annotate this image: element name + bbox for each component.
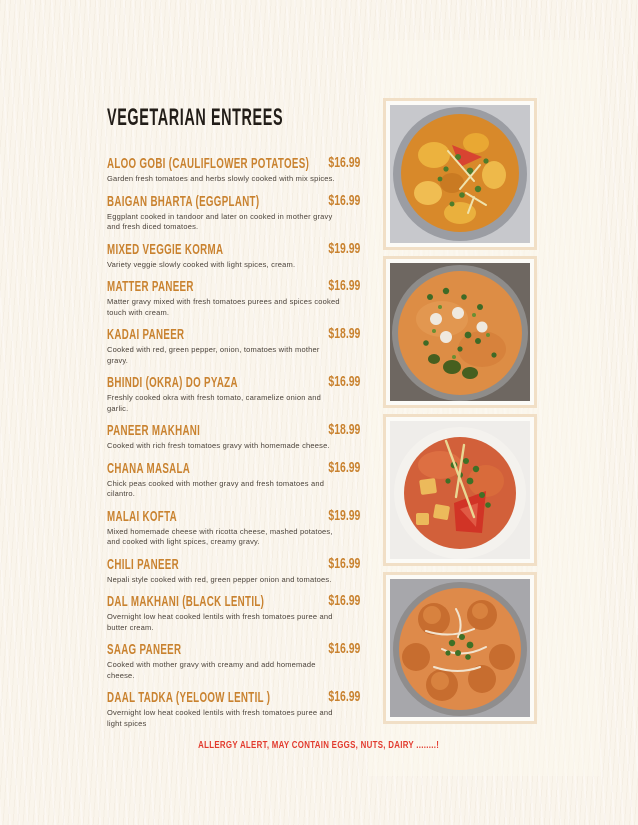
dish-name: DAL MAKHANI (BLACK LENTIL) (107, 593, 265, 610)
allergy-alert: ALLERGY ALERT, MAY CONTAIN EGGS, NUTS, DAIRY ........! (198, 739, 440, 751)
photo-frame-aloo-gobi (383, 98, 537, 250)
veggie-korma-photo (386, 259, 534, 405)
dish-description: Cooked with mother gravy with creamy and add homemade cheese. (107, 660, 316, 680)
dish-description: Cooked with rich fresh tomatoes gravy with homemade cheese. (107, 441, 330, 450)
aloo-gobi-photo (386, 101, 534, 247)
dish-description: Overnight low heat cooked lentils with fresh tomatoes puree and butter cream. (107, 612, 333, 632)
dish-description: Mixed homemade cheese with ricotta cheese, mashed potatoes, and cooked with light spices, creamy gravy. (107, 526, 333, 546)
dish-price: $16.99 (328, 459, 360, 476)
menu-item (107, 242, 360, 271)
dish-name: CHILI PANEER (107, 555, 179, 573)
aloo-gobi-illustration (390, 105, 530, 243)
kadai-paneer-photo (386, 417, 534, 563)
dish-price: $16.99 (328, 593, 360, 609)
dish-description: Variety veggie slowly cooked with light spices, cream. (107, 259, 296, 269)
menu-item (107, 642, 360, 681)
page-title: VEGETARIAN ENTREES (107, 104, 284, 131)
dish-name: DAAL TADKA (YELOOW LENTIL ) (107, 689, 271, 706)
dish-name: MIXED VEGGIE KORMA (107, 240, 224, 258)
dish-description: Cooked with red, green pepper, onion, tomatoes with mother gravy. (107, 345, 320, 365)
menu-item (107, 594, 360, 633)
menu-item (107, 156, 360, 185)
dish-price: $19.99 (328, 240, 360, 257)
dish-description: Eggplant cooked in tandoor and later on cooked in mother gravy and fresh diced tomatoes. (107, 211, 333, 231)
dish-description: Overnight low heat cooked lentils with fresh tomatoes puree and light spices (107, 708, 333, 728)
dish-price: $16.99 (328, 192, 360, 209)
photo-frame-veggie-korma (383, 256, 537, 408)
dish-price: $19.99 (328, 507, 360, 524)
photo-frame-malai-kofta (383, 572, 537, 724)
dish-description: Nepali style cooked with red, green pepper onion and tomatoes. (107, 574, 332, 584)
menu-item (107, 557, 360, 586)
dish-name: MATTER PANEER (107, 278, 194, 295)
dish-price: $16.99 (328, 555, 360, 572)
dish-price: $16.99 (328, 374, 360, 390)
menu-item (107, 375, 360, 414)
menu-item (107, 327, 360, 366)
dish-description: Garden fresh tomatoes and herbs slowly cooked with mix spices. (107, 174, 335, 183)
photo-frame-kadai-paneer (383, 414, 537, 566)
dish-name: KADAI PANEER (107, 326, 185, 343)
dish-price: $16.99 (328, 641, 360, 657)
dish-price: $16.99 (328, 278, 360, 294)
menu-item (107, 423, 360, 452)
menu-item (107, 461, 360, 500)
dish-name: BAIGAN BHARTA (EGGPLANT) (107, 192, 260, 210)
menu-item (107, 279, 360, 318)
dish-description: Chick peas cooked with mother gravy and fresh tomatoes and cilantro. (107, 478, 325, 498)
dish-name: ALOO GOBI (CAULIFLOWER POTATOES) (107, 155, 310, 172)
dish-price: $16.99 (328, 155, 360, 171)
dish-name: CHANA MASALA (107, 459, 191, 477)
malai-kofta-photo (386, 575, 534, 721)
dish-description: Matter gravy mixed with fresh tomatoes purees and spices cooked touch with cream. (107, 297, 340, 317)
photo-column (383, 98, 537, 730)
dish-name: PANEER MAKHANI (107, 422, 201, 439)
dish-name: SAAG PANEER (107, 641, 182, 658)
dish-price: $18.99 (328, 422, 360, 438)
malai-kofta-illustration (390, 579, 530, 717)
menu-item (107, 194, 360, 233)
kadai-paneer-illustration (390, 421, 530, 559)
dish-name: BHINDI (OKRA) DO PYAZA (107, 374, 238, 391)
menu-item (107, 509, 360, 548)
dish-description: Freshly cooked okra with fresh tomato, caramelize onion and garlic. (107, 393, 321, 413)
menu-items-list (107, 156, 360, 738)
dish-price: $18.99 (328, 326, 360, 342)
dish-name: MALAI KOFTA (107, 507, 178, 525)
dish-price: $16.99 (328, 689, 360, 705)
veggie-korma-illustration (390, 263, 530, 401)
menu-item (107, 690, 360, 729)
